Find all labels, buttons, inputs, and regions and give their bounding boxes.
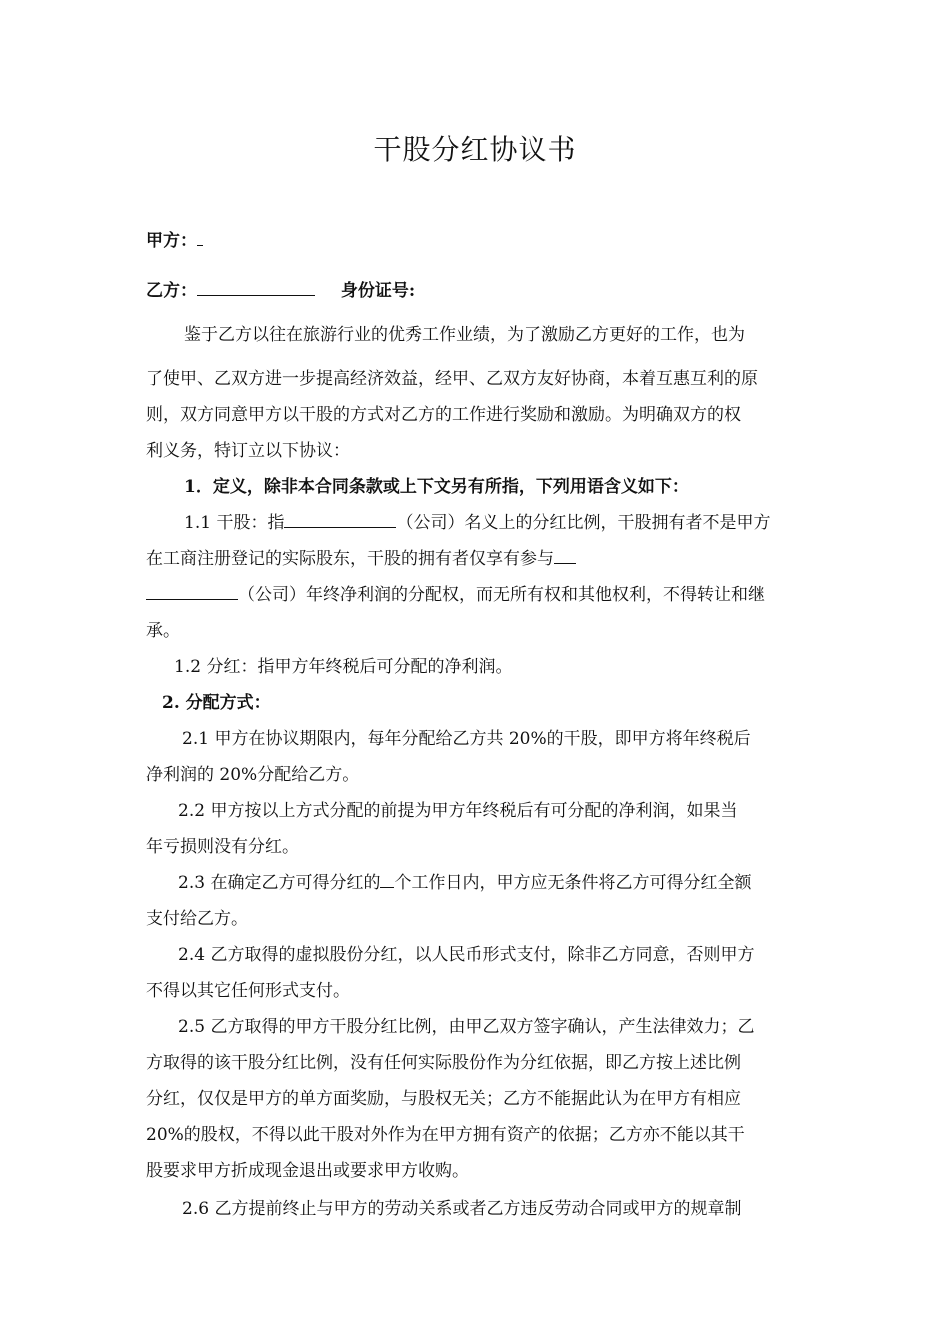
clause-1-1-text-b: （公司）名义上的分红比例，干股拥有者不是甲方 — [396, 513, 771, 533]
clause-2-5-line-5: 股要求甲方折成现金退出或要求甲方收购。 — [146, 1161, 469, 1181]
preamble-line-4: 利义务，特订立以下协议： — [146, 441, 350, 461]
id-number-label: 身份证号: — [340, 281, 416, 301]
clause-2-5-line-3: 分红，仅仅是甲方的单方面奖励，与股权无关；乙方不能据此认为在甲方有相应 — [146, 1089, 741, 1109]
clause-2-1-line-1: 2.1 甲方在协议期限内，每年分配给乙方共 20%的干股，即甲方将年终税后 — [182, 729, 751, 749]
clause-1-1-text-c: 在工商注册登记的实际股东，干股的拥有者仅享有参与 — [146, 549, 554, 569]
party-b-blank — [197, 277, 315, 296]
preamble-line-1: 鉴于乙方以往在旅游行业的优秀工作业绩，为了激励乙方更好的工作，也为 — [184, 325, 745, 345]
clause-1-1-line-1 — [184, 508, 770, 533]
party-b-line — [146, 276, 415, 301]
company-blank-2b — [146, 581, 238, 600]
clause-2-5-line-1: 2.5 乙方取得的甲方干股分红比例，由甲乙双方签字确认，产生法律效力；乙 — [178, 1017, 755, 1037]
clause-2-5-line-4: 20%的股权，不得以此干股对外作为在甲方拥有资产的依据；乙方亦不能以其干 — [146, 1125, 745, 1145]
document-title: 干股分红协议书 — [373, 133, 577, 166]
clause-2-4-line-1: 2.4 乙方取得的虚拟股份分红，以人民币形式支付，除非乙方同意，否则甲方 — [178, 945, 755, 965]
clause-2-2-line-2: 年亏损则没有分红。 — [146, 837, 299, 857]
preamble-line-3: 则，双方同意甲方以干股的方式对乙方的工作进行奖励和激励。为明确双方的权 — [146, 405, 741, 425]
clause-1-1-text-d: （公司）年终净利润的分配权，而无所有权和其他权利，不得转让和继 — [238, 585, 765, 605]
clause-1-1-line-3 — [146, 580, 765, 605]
clause-2-6-line-1: 2.6 乙方提前终止与甲方的劳动关系或者乙方违反劳动合同或甲方的规章制 — [182, 1199, 742, 1219]
preamble-line-2: 了使甲、乙双方进一步提高经济效益，经甲、乙双方友好协商，本着互惠互利的原 — [146, 369, 758, 389]
company-blank-2a — [554, 545, 576, 564]
party-a-blank — [197, 227, 203, 246]
clause-2-5-line-2: 方取得的该干股分红比例，没有任何实际股份作为分红依据，即乙方按上述比例 — [146, 1053, 741, 1073]
party-b-label: 乙方： — [146, 281, 197, 301]
section-2-heading: 2. 分配方式： — [162, 693, 271, 713]
party-a-label: 甲方： — [146, 231, 197, 251]
clause-1-1-line-4: 承。 — [146, 621, 180, 641]
clause-1-1-text-a: 1.1 干股：指 — [184, 513, 285, 533]
company-blank-1 — [284, 509, 396, 528]
clause-2-3-text-b: 个工作日内，甲方应无条件将乙方可得分红全额 — [394, 873, 752, 893]
clause-2-4-line-2: 不得以其它任何形式支付。 — [146, 981, 350, 1001]
clause-2-3-text-a: 2.3 在确定乙方可得分红的 — [178, 873, 381, 893]
clause-1-1-line-2 — [146, 544, 576, 569]
clause-2-1-line-2: 净利润的 20%分配给乙方。 — [146, 765, 360, 785]
days-blank — [380, 869, 394, 888]
party-a-line — [146, 226, 203, 251]
clause-1-2: 1.2 分红：指甲方年终税后可分配的净利润。 — [174, 657, 513, 677]
section-1-heading: 1．定义，除非本合同条款或上下文另有所指，下列用语含义如下： — [184, 477, 689, 497]
clause-2-3-line-2: 支付给乙方。 — [146, 909, 248, 929]
clause-2-3-line-1 — [178, 868, 751, 893]
clause-2-2-line-1: 2.2 甲方按以上方式分配的前提为甲方年终税后有可分配的净利润，如果当 — [178, 801, 738, 821]
